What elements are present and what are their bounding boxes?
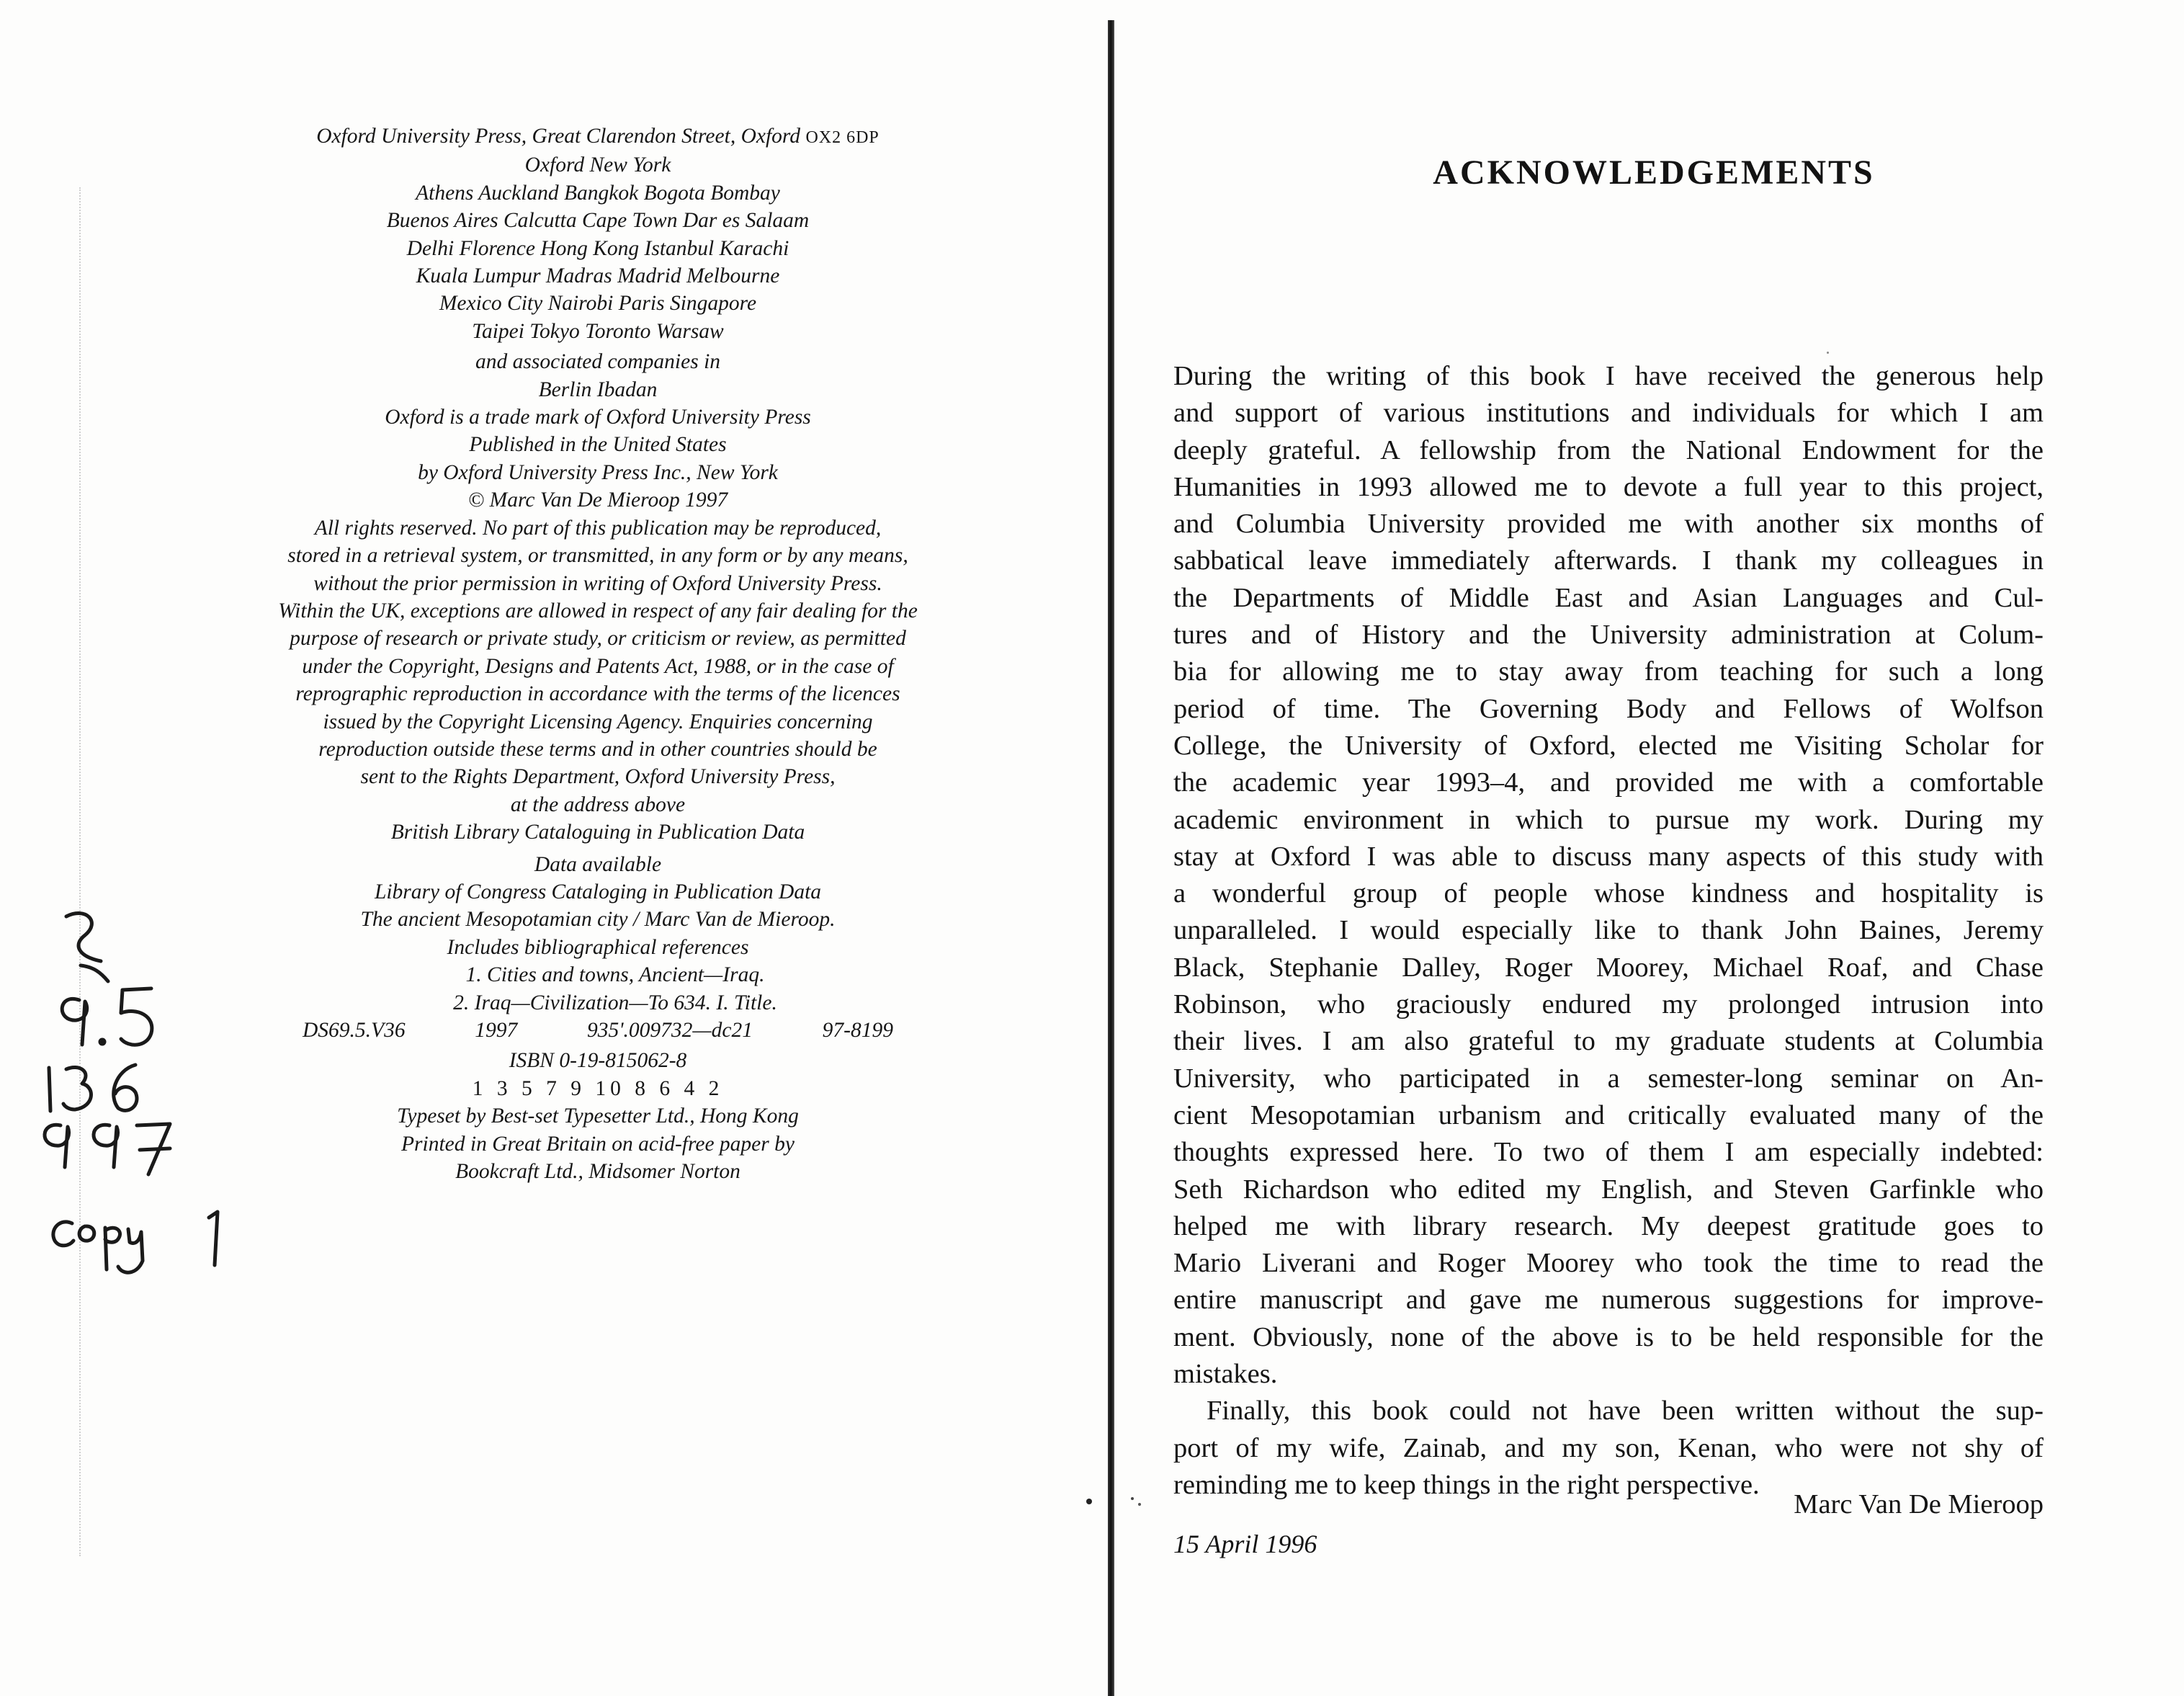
published-line: by Oxford University Press Inc., New York bbox=[418, 460, 778, 484]
paragraph bbox=[1173, 358, 2044, 1393]
rights-line: reproduction outside these terms and in other countries should be bbox=[318, 737, 877, 761]
loc-heading: Library of Congress Cataloging in Publication Data bbox=[374, 880, 822, 903]
published-line: Published in the United States bbox=[469, 433, 727, 457]
office-line: and associated companies in bbox=[475, 350, 721, 374]
loc-title-line: The ancient Mesopotamian city / Marc Van de Mieroop. bbox=[360, 908, 836, 932]
text-line: academic environment in which to pursue my work. During my bbox=[1173, 804, 2044, 835]
text-line: the Departments of Middle East and Asian Languages and Cul- bbox=[1173, 582, 2044, 613]
acknowledgements-text bbox=[1173, 358, 2044, 1504]
rights-line: without the prior permission in writing of Oxford University Press. bbox=[313, 571, 882, 595]
loc-class-year: 1997 bbox=[475, 1019, 518, 1042]
loc-subject-line: 1. Cities and towns, Ancient—Iraq. bbox=[465, 963, 765, 987]
imprint-block bbox=[202, 122, 994, 1185]
handwriting-stroke bbox=[63, 1067, 91, 1110]
printing-line bbox=[202, 1075, 994, 1102]
rights-line: purpose of research or private study, or criticism or review, as permitted bbox=[290, 627, 906, 651]
text-line: the academic year 1993–4, and provided me with a comfortable bbox=[1173, 767, 2044, 798]
author-signature: Marc Van De Mieroop bbox=[1794, 1489, 2044, 1519]
typeset-line: Typeset by Best-set Typesetter Ltd., Hong Kong bbox=[397, 1104, 799, 1128]
text-line: thoughts expressed here. To two of them I am especially indebted: bbox=[1173, 1137, 2044, 1168]
handwriting-stroke bbox=[140, 1148, 170, 1150]
rights-line: stored in a retrieval system, or transmitted, in any form or by any means, bbox=[287, 544, 908, 568]
office-line: Taipei Tokyo Toronto Warsaw bbox=[472, 319, 724, 343]
text-line: ment. Obviously, none of the above is to be held responsible for the bbox=[1173, 1321, 2044, 1352]
paper-speck bbox=[1827, 352, 1829, 354]
british-library-heading: British Library Cataloguing in Publication Data bbox=[390, 821, 805, 844]
text-line: University, who participated in a semester-long seminar on An- bbox=[1173, 1063, 2044, 1094]
text-line: Finally, this book could not have been written without the sup- bbox=[1207, 1396, 2044, 1427]
handwriting-stroke bbox=[100, 1040, 104, 1044]
trademark-line: Oxford is a trade mark of Oxford University Press bbox=[385, 406, 811, 429]
text-line: College, the University of Oxford, elected me Visiting Scholar for bbox=[1173, 730, 2044, 761]
isbn-line: ISBN 0-19-815062-8 bbox=[509, 1049, 687, 1073]
publisher-offices bbox=[202, 122, 994, 403]
office-line: Berlin Ibadan bbox=[538, 378, 658, 401]
text-line: bia for allowing me to stay away from teaching for such a long bbox=[1173, 656, 2044, 687]
text-line: cient Mesopotamian urbanism and critically evaluated many of the bbox=[1173, 1099, 2044, 1130]
text-line: stay at Oxford I was able to discuss many aspects of this study with bbox=[1173, 841, 2044, 872]
handwriting-stroke bbox=[66, 914, 101, 961]
handwriting-stroke bbox=[118, 1229, 143, 1272]
printing-numbers: 1 3 5 7 9 10 8 6 4 2 bbox=[472, 1076, 724, 1100]
text-line: Seth Richardson who edited my English, and Steven Garfinkle who bbox=[1173, 1174, 2044, 1205]
office-line: Buenos Aires Calcutta Cape Town Dar es Salaam bbox=[386, 209, 810, 233]
published-notice bbox=[202, 431, 994, 486]
handwriting-stroke bbox=[105, 1228, 120, 1269]
text-line: unparalleled. I would especially like to thank John Baines, Jeremy bbox=[1173, 915, 2044, 946]
rights-line: under the Copyright, Designs and Patents Act, 1988, or in the case of bbox=[302, 654, 894, 678]
loc-class-mark: DS69.5.V36 bbox=[303, 1019, 406, 1042]
handwriting-stroke bbox=[79, 1226, 94, 1241]
text-line: During the writing of this book I have received the generous help bbox=[1173, 361, 2044, 391]
text-line: sabbatical leave immediately afterwards. I thank my colleagues in bbox=[1173, 545, 2044, 576]
text-line: and support of various institutions and individuals for which I am bbox=[1173, 398, 2044, 429]
acknowledgements-date: 15 April 1996 bbox=[1173, 1530, 1317, 1558]
office-line: Oxford New York bbox=[524, 153, 671, 177]
rights-line: sent to the Rights Department, Oxford University Press, bbox=[360, 765, 836, 789]
text-line: and Columbia University provided me with another six months of bbox=[1173, 509, 2044, 540]
typeset-line: Printed in Great Britain on acid-free paper by bbox=[401, 1132, 795, 1156]
text-line: entire manuscript and gave me numerous suggestions for improve- bbox=[1173, 1285, 2044, 1316]
rights-line: issued by the Copyright Licensing Agency. Enquiries concerning bbox=[323, 710, 873, 733]
text-line: Humanities in 1993 allowed me to devote a full year to this project, bbox=[1173, 471, 2044, 502]
text-line: deeply grateful. A fellowship from the National Endowment for the bbox=[1173, 434, 2044, 465]
trademark-notice bbox=[202, 403, 994, 431]
acknowledgements-page bbox=[1124, 0, 2184, 1696]
office-line: Athens Auckland Bangkok Bogota Bombay bbox=[416, 181, 780, 205]
handwriting-stroke bbox=[49, 1068, 50, 1111]
rights-line: Within the UK, exceptions are allowed in respect of any fair dealing for the bbox=[278, 599, 918, 622]
loc-lccn: 97-8199 bbox=[822, 1019, 893, 1042]
handwriting-stroke bbox=[121, 988, 152, 1045]
text-line: period of time. The Governing Body and Fellows of Wolfson bbox=[1173, 693, 2044, 724]
text-line: tures and of History and the University administration at Colum- bbox=[1173, 620, 2044, 651]
loc-classification-row bbox=[303, 1017, 893, 1044]
handwriting-stroke bbox=[114, 1065, 137, 1110]
rights-line: All rights reserved. No part of this publication may be reproduced, bbox=[314, 516, 882, 540]
handwritten-call-number bbox=[29, 901, 245, 1304]
handwriting-stroke bbox=[94, 1125, 118, 1167]
text-line: Robinson, who graciously endured my prolonged intrusion into bbox=[1173, 989, 2044, 1020]
british-library-cip bbox=[202, 818, 994, 878]
office-line: Kuala Lumpur Madras Madrid Melbourne bbox=[416, 264, 780, 288]
handwriting-stroke bbox=[53, 1222, 73, 1246]
loc-refs-line: Includes bibliographical references bbox=[447, 935, 749, 959]
british-library-status: Data available bbox=[534, 852, 662, 876]
handwriting-stroke bbox=[209, 1212, 218, 1265]
text-line: Mario Liverani and Roger Moorey who took the time to read the bbox=[1173, 1248, 2044, 1279]
text-line: a wonderful group of people whose kindness and hospitality is bbox=[1173, 878, 2044, 909]
library-of-congress-cip bbox=[202, 878, 994, 1075]
paragraph bbox=[1173, 1393, 2044, 1504]
handwriting-stroke bbox=[81, 965, 108, 981]
book-gutter bbox=[1108, 20, 1114, 1696]
typeset-notice bbox=[202, 1102, 994, 1185]
text-line: their lives. I am also grateful to my graduate students at Columbia bbox=[1173, 1026, 2044, 1057]
office-line: Mexico City Nairobi Paris Singapore bbox=[439, 292, 757, 316]
typeset-line: Bookcraft Ltd., Midsomer Norton bbox=[455, 1160, 740, 1184]
text-line: helped me with library research. My deepest gratitude goes to bbox=[1173, 1210, 2044, 1241]
rights-notice bbox=[202, 514, 994, 818]
loc-dewey: 935'.009732—dc21 bbox=[586, 1019, 753, 1042]
text-line: port of my wife, Zainab, and my son, Kenan, who were not shy of bbox=[1173, 1432, 2044, 1463]
office-line: Delhi Florence Hong Kong Istanbul Karachi bbox=[406, 236, 789, 260]
copyright-notice bbox=[202, 486, 994, 514]
copyright-line: © Marc Van De Mieroop 1997 bbox=[467, 488, 728, 512]
text-line: Black, Stephanie Dalley, Roger Moorey, Michael Roaf, and Chase bbox=[1173, 952, 2044, 983]
publisher-address-line: Oxford University Press, Great Clarendon Street, Oxford OX2 6DP bbox=[316, 125, 880, 148]
rights-line: reprographic reproduction in accordance with the terms of the licences bbox=[295, 682, 900, 706]
handwriting-stroke bbox=[45, 1125, 69, 1167]
handwriting-stroke bbox=[62, 999, 87, 1045]
page-edge-shadow bbox=[79, 187, 82, 1556]
loc-subject-line: 2. Iraq—Civilization—To 634. I. Title. bbox=[453, 991, 777, 1014]
text-line: mistakes. bbox=[1173, 1359, 1278, 1390]
text-line: reminding me to keep things in the right perspective. bbox=[1173, 1469, 1760, 1500]
page-title: ACKNOWLEDGEMENTS bbox=[1433, 153, 1875, 192]
rights-line: at the address above bbox=[510, 793, 686, 816]
